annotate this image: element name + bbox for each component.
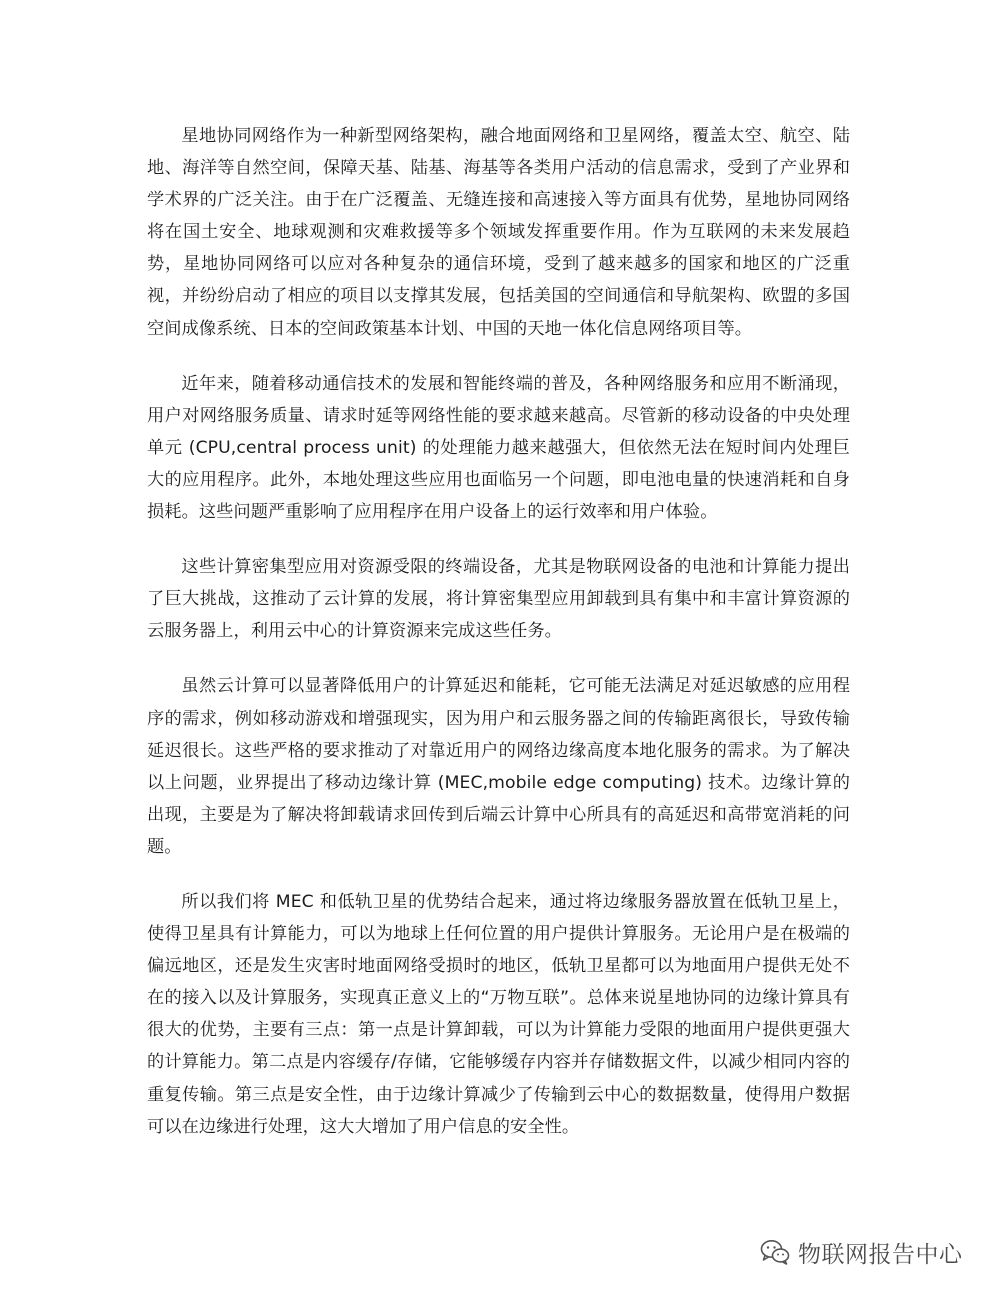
document-body <box>147 120 850 1143</box>
wechat-icon <box>760 1239 790 1265</box>
paragraph: 近年来，随着移动通信技术的发展和智能终端的普及，各种网络服务和应用不断涌现，用户对网络服务质量、请求时延等网络性能的要求越来越高。尽管新的移动设备的中央处理单元 (CPU,central process unit) 的处理能力越来越强大，但依然无法在短时间内处理巨大的应用程序。此外，本地处理这些应用也面临另一个问题，即电池电量的快速消耗和自身损耗。这些问题严重影响了应用程序在用户设备上的运行效率和用户体验。 <box>147 373 850 523</box>
paragraph: 虽然云计算可以显著降低用户的计算延迟和能耗，它可能无法满足对延迟敏感的应用程序的需求，例如移动游戏和增强现实，因为用户和云服务器之间的传输距离很长，导致传输延迟很长。这些严格的要求推动了对靠近用户的网络边缘高度本地化服务的需求。为了解决以上问题，业界提出了移动边缘计算 (MEC,mobile edge computing) 技术。边缘计算的出现，主要是为了解决将卸载请求回传到后端云计算中心所具有的高延迟和高带宽消耗的问题。 <box>147 676 850 857</box>
watermark-text: 物联网报告中心 <box>798 1241 963 1268</box>
paragraph: 所以我们将 MEC 和低轨卫星的优势结合起来，通过将边缘服务器放置在低轨卫星上，使得卫星具有计算能力，可以为地球上任何位置的用户提供计算服务。无论用户是在极端的偏远地区，还是发生灾害时地面网络受损时的地区，低轨卫星都可以为地面用户提供无处不在的接入以及计算服务，实现真正意义上的“万物互联”。总体来说星地协同的边缘计算具有很大的优势，主要有三点：第一点是计算卸载，可以为计算能力受限的地面用户提供更强大的计算能力。第二点是内容缓存/存储，它能够缓存内容并存储数据文件，以减少相同内容的重复传输。第三点是安全性，由于边缘计算减少了传输到云中心的数据数量，使得用户数据可以在边缘进行处理，这大大增加了用户信息的安全性。 <box>147 891 850 1137</box>
paragraph: 这些计算密集型应用对资源受限的终端设备，尤其是物联网设备的电池和计算能力提出了巨大挑战，这推动了云计算的发展，将计算密集型应用卸载到具有集中和丰富计算资源的云服务器上，利用云中心的计算资源来完成这些任务。 <box>147 557 850 642</box>
paragraph: 星地协同网络作为一种新型网络架构，融合地面网络和卫星网络，覆盖太空、航空、陆地、海洋等自然空间，保障天基、陆基、海基等各类用户活动的信息需求，受到了产业界和学术界的广泛关注。由于在广泛覆盖、无缝连接和高速接入等方面具有优势，星地协同网络将在国土安全、地球观测和灾难救援等多个领域发挥重要作用。作为互联网的未来发展趋势，星地协同网络可以应对各种复杂的通信环境，受到了越来越多的国家和地区的广泛重视，并纷纷启动了相应的项目以支撑其发展，包括美国的空间通信和导航架构、欧盟的多国空间成像系统、日本的空间政策基本计划、中国的天地一体化信息网络项目等。 <box>147 126 850 339</box>
watermark <box>760 1236 963 1268</box>
